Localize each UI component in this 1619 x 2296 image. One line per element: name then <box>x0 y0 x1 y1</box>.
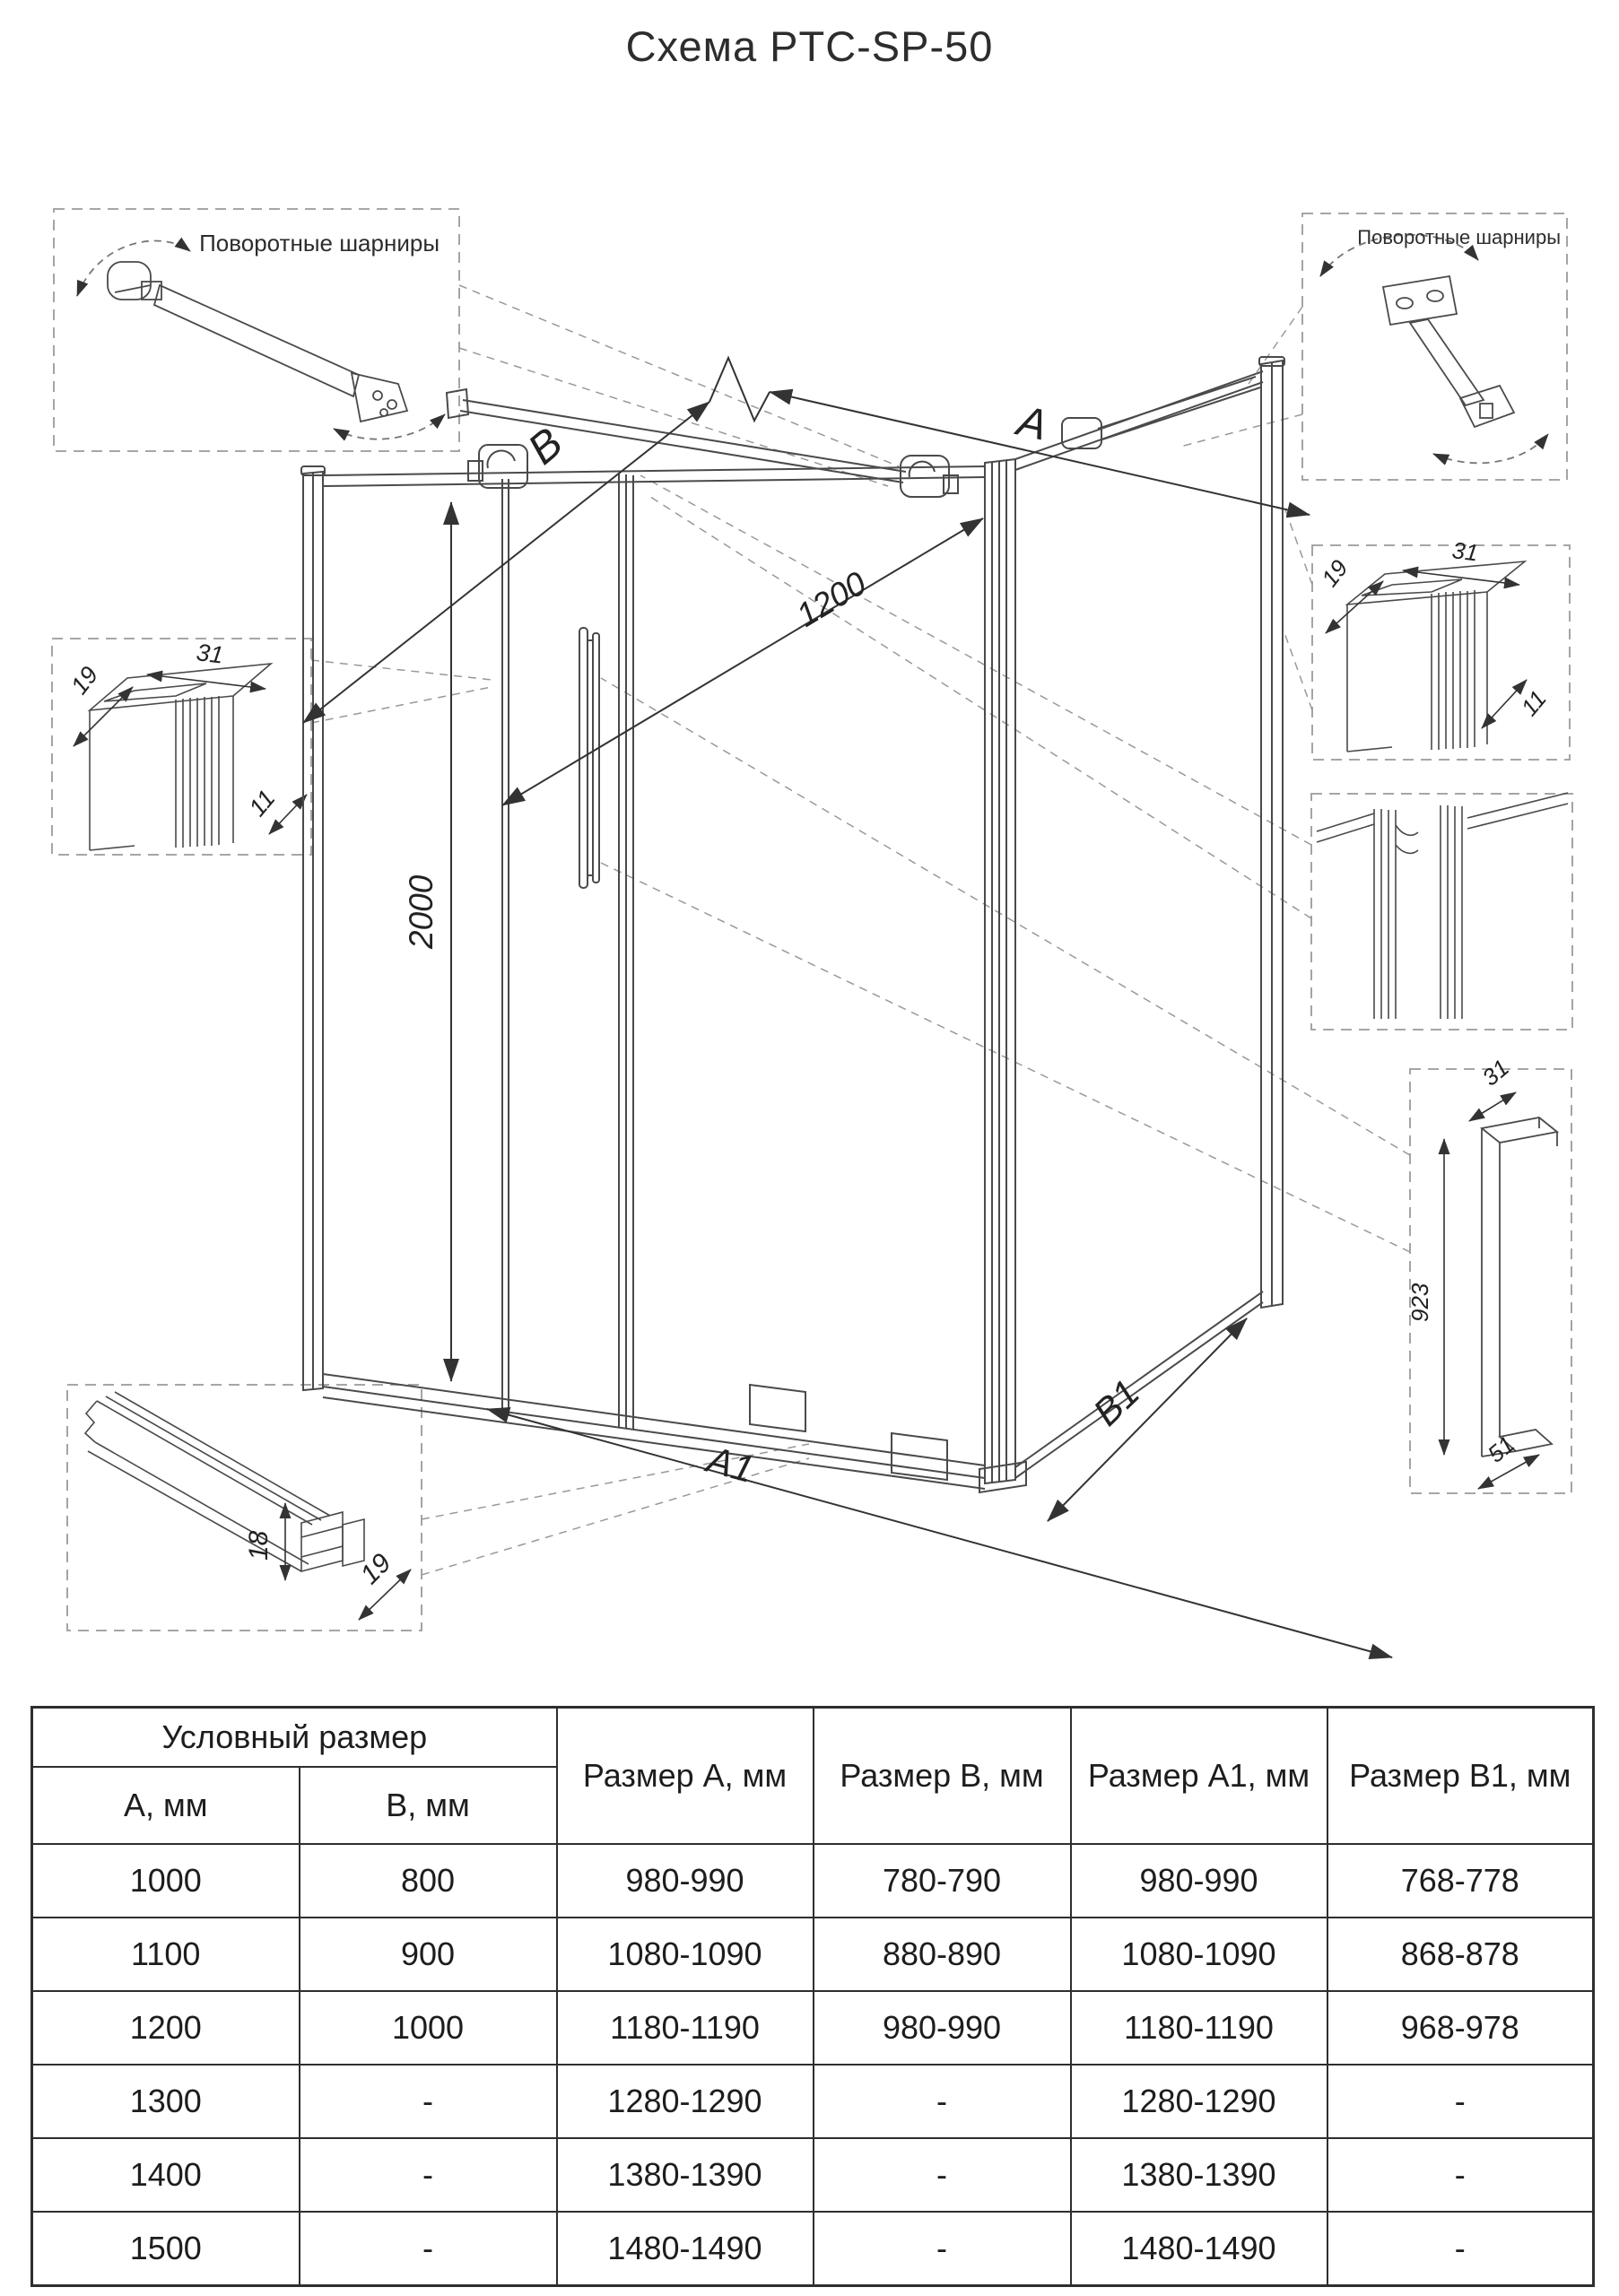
table-row <box>32 2138 1594 2212</box>
dim-label-right-profile-19: 19 <box>1316 554 1354 592</box>
cell-size-a: 1480-1490 <box>557 2212 814 2286</box>
corner-post <box>979 459 1026 1492</box>
cell-size-a1: 1080-1090 <box>1071 1918 1327 1991</box>
table-row <box>32 1991 1594 2065</box>
dim-label-rail-18: 18 <box>244 1530 274 1561</box>
cell-size-a: 1180-1190 <box>557 1991 814 2065</box>
dim-label-left-profile-31: 31 <box>195 639 225 669</box>
bottom-rail-drawing <box>85 1392 364 1571</box>
main-enclosure-drawing <box>301 357 1284 1492</box>
cell-size-b: 980-990 <box>814 1991 1071 2065</box>
cell-b: - <box>300 2212 557 2286</box>
handle-drawing <box>1482 1118 1557 1457</box>
dim-label-right-profile-31: 31 <box>1450 536 1480 567</box>
dim-line-b1 <box>1048 1318 1247 1521</box>
table-header-size-b: Размер B, мм <box>814 1708 1071 1845</box>
detail-box-seal <box>1311 794 1572 1030</box>
dim-line-a1 <box>487 1409 1392 1657</box>
cell-size-b1: 768-778 <box>1327 1844 1594 1918</box>
handle-dims <box>1444 1092 1539 1489</box>
cell-b: - <box>300 2065 557 2138</box>
hinge-left-drawing <box>77 240 445 439</box>
dim-label-2000: 2000 <box>403 874 440 949</box>
cell-b: 1000 <box>300 1991 557 2065</box>
cell-size-b: - <box>814 2212 1071 2286</box>
cell-size-b: - <box>814 2138 1071 2212</box>
cell-b: 900 <box>300 1918 557 1991</box>
table-header-b: B, мм <box>300 1767 557 1844</box>
detail-box-hinges-right <box>1302 213 1567 480</box>
cell-size-b1: - <box>1327 2138 1594 2212</box>
hinge-right-label: Поворотные шарниры <box>1357 226 1561 248</box>
cell-a: 1100 <box>32 1918 300 1991</box>
size-table <box>30 1706 1595 2287</box>
detail-box-bottom-rail <box>67 1385 422 1631</box>
table-header-size-a: Размер A, мм <box>557 1708 814 1845</box>
table-header-group: Условный размер <box>32 1708 557 1768</box>
dim-label-rail-19: 19 <box>354 1548 397 1590</box>
page-title: Схема PTC-SP-50 <box>625 22 994 70</box>
cell-size-a1: 980-990 <box>1071 1844 1327 1918</box>
cell-size-a: 1280-1290 <box>557 2065 814 2138</box>
table-row <box>32 2212 1594 2286</box>
cell-a: 1400 <box>32 2138 300 2212</box>
table-row <box>32 2065 1594 2138</box>
cell-size-a: 1380-1390 <box>557 2138 814 2212</box>
cell-size-a1: 1480-1490 <box>1071 2212 1327 2286</box>
cell-size-b: - <box>814 2065 1071 2138</box>
cell-size-b1: - <box>1327 2212 1594 2286</box>
dim-label-b1: B1 <box>1084 1370 1148 1434</box>
cell-size-a: 980-990 <box>557 1844 814 1918</box>
cell-size-b1: 868-878 <box>1327 1918 1594 1991</box>
cell-a: 1200 <box>32 1991 300 2065</box>
cell-b: - <box>300 2138 557 2212</box>
dim-label-b: B <box>519 419 572 474</box>
hinge-left-label: Поворотные шарниры <box>199 230 440 257</box>
table-row <box>32 1918 1594 1991</box>
dim-label-left-profile-19: 19 <box>65 661 104 700</box>
dim-label-right-profile-11: 11 <box>1515 684 1552 721</box>
support-brace-side <box>1062 377 1260 448</box>
cell-size-b1: 968-978 <box>1327 1991 1594 2065</box>
cell-size-a1: 1180-1190 <box>1071 1991 1327 2065</box>
dim-label-1200: 1200 <box>790 564 873 634</box>
dim-label-a: A <box>1013 396 1052 450</box>
dim-label-handle-923: 923 <box>1406 1283 1433 1322</box>
wall-profile-left-drawing <box>90 664 271 850</box>
dim-label-left-profile-11: 11 <box>243 785 281 822</box>
wall-profile-right-dims <box>1326 570 1527 728</box>
cell-size-b: 780-790 <box>814 1844 1071 1918</box>
main-dimension-lines <box>303 358 1392 1657</box>
cell-a: 1300 <box>32 2065 300 2138</box>
table-header-a: A, мм <box>32 1767 300 1844</box>
cell-size-b: 880-890 <box>814 1918 1071 1991</box>
cell-a: 1500 <box>32 2212 300 2286</box>
cell-a: 1000 <box>32 1844 300 1918</box>
seal-junction-drawing <box>1317 793 1568 1019</box>
cell-b: 800 <box>300 1844 557 1918</box>
detail-box-wall-profile-right <box>1312 545 1570 760</box>
detail-box-handle <box>1410 1069 1571 1493</box>
hinge-right-drawing <box>1320 235 1548 464</box>
dim-label-a1: A1 <box>702 1438 759 1491</box>
dim-label-handle-31: 31 <box>1476 1054 1515 1091</box>
table-header-size-b1: Размер B1, мм <box>1327 1708 1594 1845</box>
door-guide <box>750 1385 805 1431</box>
cell-size-a: 1080-1090 <box>557 1918 814 1991</box>
dim-line-1200 <box>502 518 983 805</box>
cell-size-a1: 1380-1390 <box>1071 2138 1327 2212</box>
dim-line-b <box>303 402 709 723</box>
cell-size-b1: - <box>1327 2065 1594 2138</box>
table-row <box>32 1844 1594 1918</box>
table-header-size-a1: Размер A1, мм <box>1071 1708 1327 1845</box>
cell-size-a1: 1280-1290 <box>1071 2065 1327 2138</box>
dim-label-handle-51: 51 <box>1482 1431 1520 1468</box>
